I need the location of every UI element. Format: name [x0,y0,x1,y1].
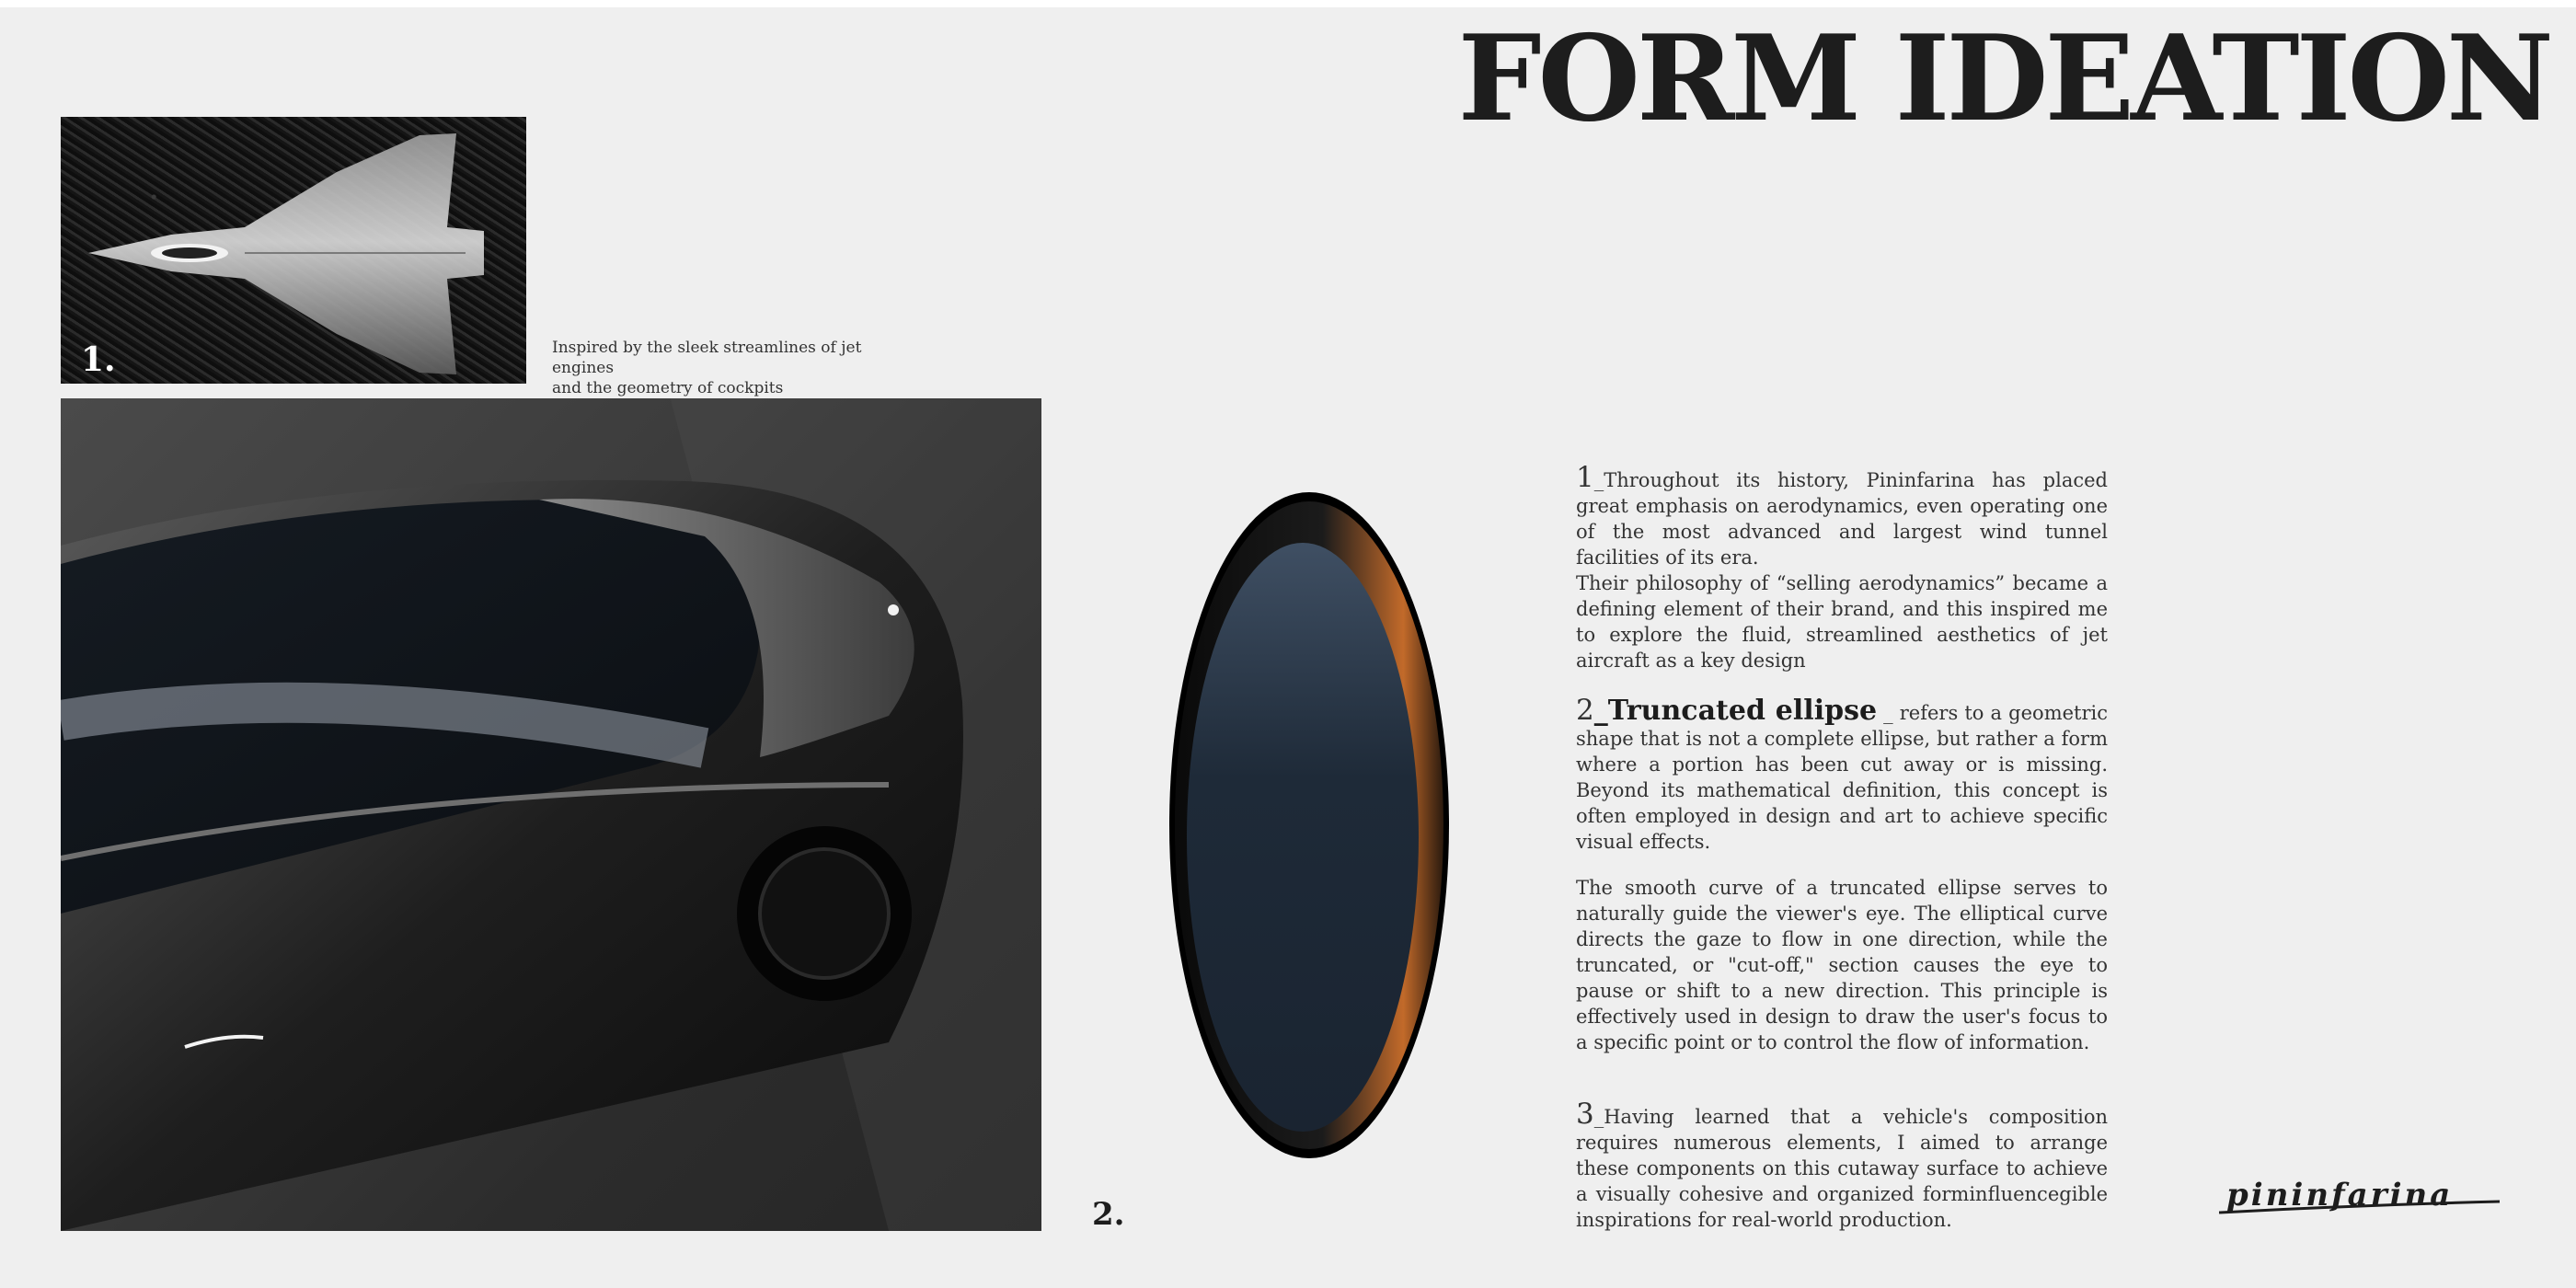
truncated-ellipse-graphic [1167,489,1452,1165]
figure-1-number: 1. [81,340,116,379]
section-2-number: 2 [1576,694,1594,727]
section-2-heading: _Truncated ellipse [1593,695,1878,727]
section-2-paragraph-1 [1576,694,2108,855]
page-title: FORM IDEATION [1457,10,2550,148]
brand-logo-text: pininfarina [2226,1177,2454,1213]
jet-caption [552,338,920,398]
pininfarina-logo [2219,1168,2504,1227]
section-1-text-1: _Throughout its history, Pininfarina has placed great emphasis on aerodynamics, even operating one of the most advanced and largest wind tunnel facilities of its era. [1576,469,2108,569]
section-3-number: 3 [1576,1098,1594,1131]
jet-aircraft-image [61,117,526,384]
concept-car-image [61,398,1041,1231]
section-3-paragraph-1 [1576,1098,2108,1233]
jet-caption-line-2: and the geometry of cockpits [552,379,784,397]
section-1-paragraph-1 [1576,461,2108,570]
figure-2-number: 2. [1092,1196,1125,1233]
section-1-number: 1 [1576,461,1594,494]
section-2-paragraph-2: The smooth curve of a truncated ellipse serves to naturally guide the viewer's eye. The elliptical curve directs the gaze to flow in one direction, while the truncated, or "cut-off," section causes the eye to pause or shift to a new direction. This principle is effectively used in design to draw the user's focus to a specific point or to control the flow of information. [1576,877,2108,1053]
section-2-text-1: _ refers to a geometric shape that is not a complete ellipse, but rather a form where a portion has been cut away or is missing. Beyond its mathematical definition, this concept is often employed in design and art to achieve specific visual effects. [1576,702,2108,853]
top-strip [0,0,2576,7]
section-1-paragraph-2: Their philosophy of “selling aerodynamics” became a defining element of their brand, and this inspired me to explore the fluid, streamlined aesthetics of jet aircraft as a key design [1576,572,2108,672]
description-text-column [1576,461,2108,1233]
section-3-text-1: _Having learned that a vehicle's composition requires numerous elements, I aimed to arrange these components on this cutaway surface to achieve a visually cohesive and organized forminfluencegible inspirations for real-world production. [1576,1106,2108,1231]
jet-caption-line-1: Inspired by the sleek streamlines of jet engines [552,339,862,377]
